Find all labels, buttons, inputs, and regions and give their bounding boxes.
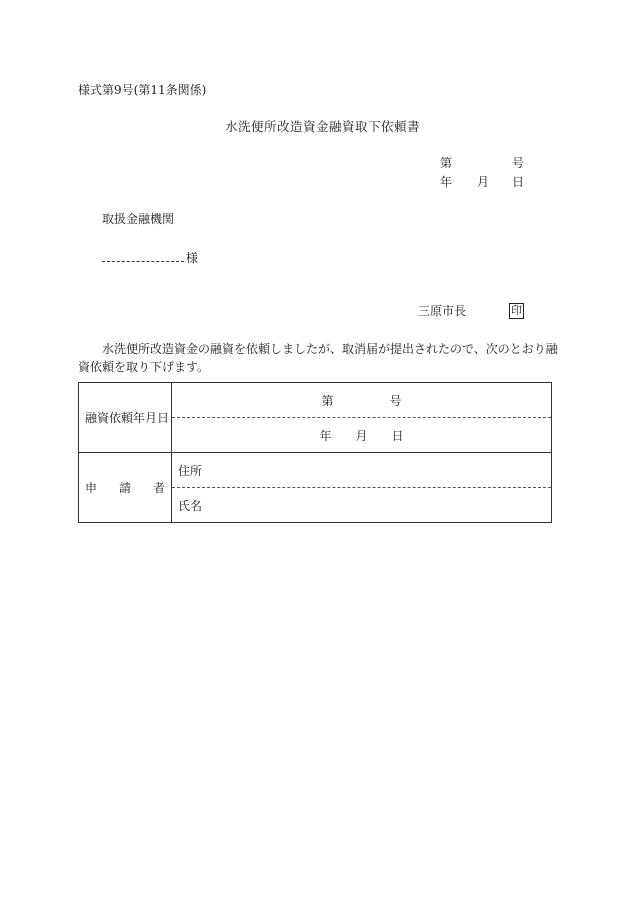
request-table (78, 382, 552, 523)
body-line-1: 水洗便所改造資金の融資を依頼しましたが、取消届が提出されたので、次のとおり融 (102, 342, 558, 356)
request-number-row (172, 383, 551, 418)
seal-icon: 印 (511, 304, 522, 317)
loan-request-date-cell (172, 383, 552, 453)
recipient-honorific: 様 (186, 251, 199, 265)
recipient-name-blank (102, 250, 184, 262)
request-number-prefix: 第 (321, 393, 334, 408)
number-suffix: 号 (512, 156, 525, 170)
issuer-name: 三原市長 (418, 304, 467, 318)
applicant-label-char-2: 請 (118, 480, 131, 495)
form-code: 様式第9号(第11条関係) (78, 83, 207, 97)
applicant-label-char-1: 申 (85, 480, 98, 495)
document-title: 水洗便所改造資金融資取下依頼書 (225, 119, 421, 134)
request-number-suffix: 号 (389, 393, 402, 408)
request-date-month: 月 (355, 428, 368, 443)
date-month: 月 (477, 175, 490, 189)
request-date-year: 年 (319, 428, 332, 443)
request-date-row (172, 418, 551, 452)
date-year: 年 (440, 175, 453, 189)
applicant-label-char-3: 者 (152, 480, 165, 495)
date-day: 日 (512, 175, 525, 189)
number-prefix: 第 (440, 156, 453, 170)
applicant-name-row (172, 488, 551, 522)
applicant-address-row (172, 453, 551, 488)
request-date-day: 日 (391, 428, 404, 443)
applicant-name-label: 氏名 (178, 498, 203, 513)
body-line-2: 資依頼を取り下げます。 (78, 360, 210, 374)
applicant-address-label: 住所 (178, 463, 203, 478)
issuer-seal-wrap (505, 303, 524, 319)
recipient-line (102, 250, 198, 264)
recipient-institution: 取扱金融機関 (102, 212, 175, 226)
applicant-label (79, 453, 172, 523)
loan-request-date-label: 融資依頼年月日 (79, 383, 172, 453)
applicant-cell (172, 453, 552, 523)
